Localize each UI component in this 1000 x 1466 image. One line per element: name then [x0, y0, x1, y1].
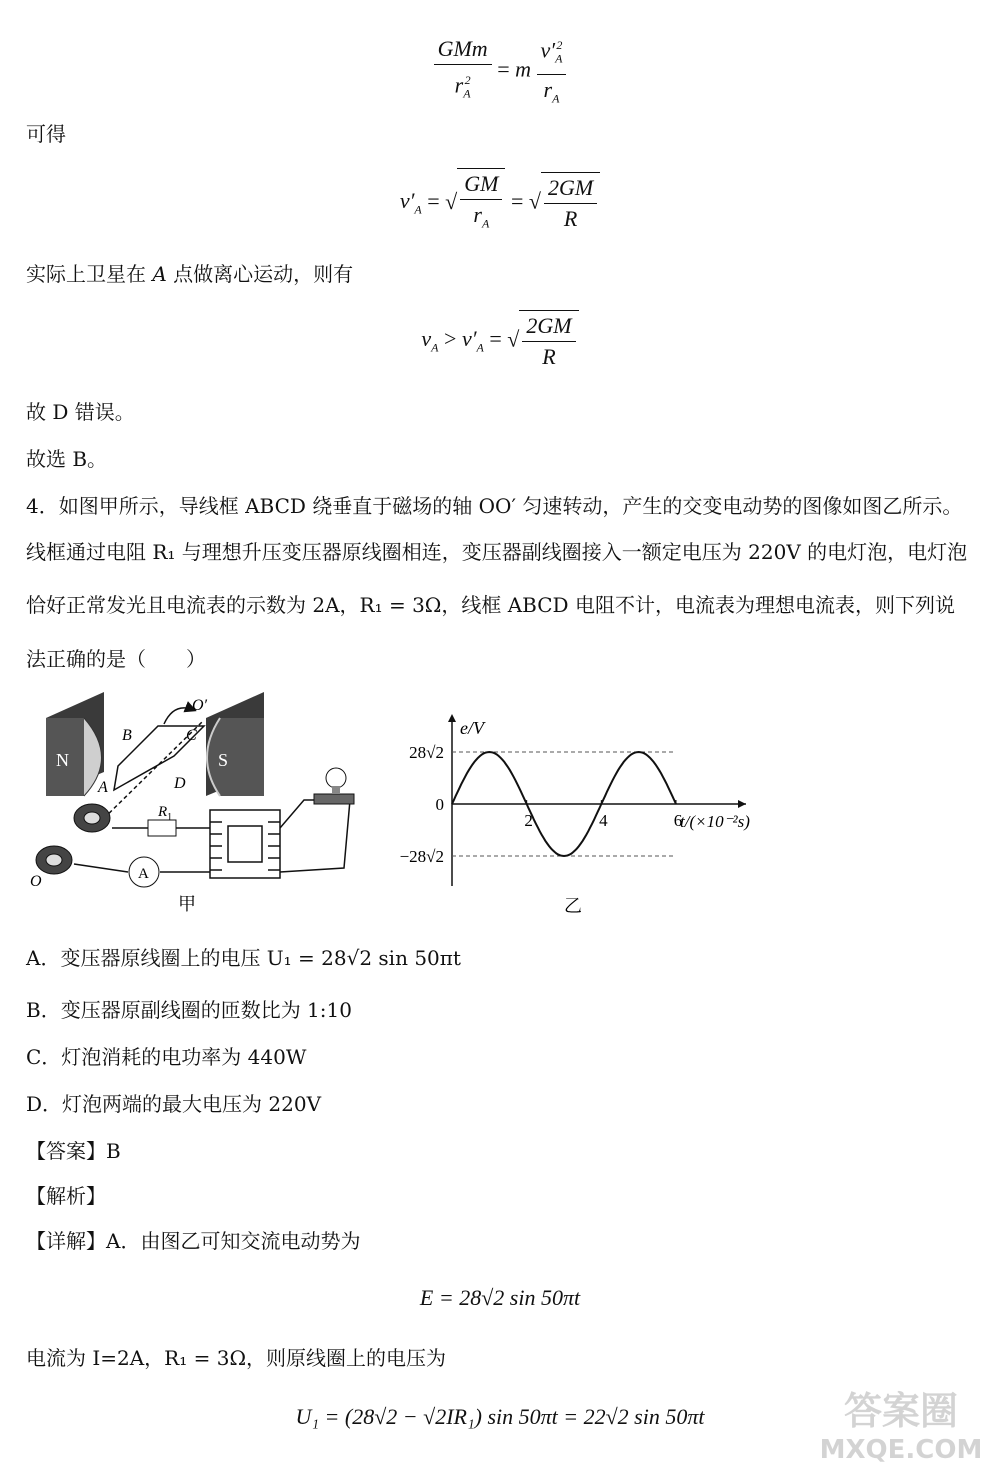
label-c: C	[186, 727, 197, 744]
label-o: O	[30, 873, 42, 890]
y-axis-label: e/V	[460, 718, 484, 738]
magnet-n	[46, 692, 104, 796]
watermark-line-1: 答案圈	[843, 1389, 958, 1433]
text-kede: 可得	[26, 122, 66, 146]
answer-label: 【答案】B	[26, 1139, 121, 1163]
transformer	[210, 810, 280, 878]
x-axis-label: t/(×10⁻²s)	[680, 812, 750, 831]
question-line-1: 4．如图甲所示，导线框 ABCD 绕垂直于磁场的轴 OO′ 匀速转动，产生的交变电动势的图像如图乙所示。	[26, 494, 963, 518]
label-s: S	[218, 750, 229, 770]
y-tick-label: 0	[435, 795, 444, 814]
question-line-4: 法正确的是（ ）	[26, 647, 206, 671]
equation-va: $v_A > v'_A$ = √ $\frac{2GM}{R}$	[0, 310, 1000, 372]
current-text: 电流为 I=2A，R₁ = 3Ω，则原线圈上的电压为	[26, 1346, 447, 1370]
detail-text: 【详解】A．由图乙可知交流电动势为	[26, 1229, 361, 1253]
equation-v-prime: $v'_A$ = √ $\frac{GM}{r_A}$ = √ $\frac{2GM}{R}$	[0, 168, 1000, 238]
caption-jia: 甲	[178, 894, 196, 914]
label-d: D	[174, 775, 186, 792]
wires	[74, 800, 350, 872]
slip-rings	[36, 804, 110, 874]
watermark	[816, 1380, 986, 1465]
magnet-s	[206, 692, 264, 796]
light-bulb	[314, 768, 354, 804]
figure-yi-chart	[380, 700, 780, 920]
x-tick-label: 2	[524, 811, 533, 830]
label-r1: $R_1$	[158, 804, 173, 823]
watermark-line-2: MXQE.COM	[819, 1435, 983, 1465]
question-line-2: 线框通过电阻 R₁ 与理想升压变压器原线圈相连，变压器副线圈接入一额定电压为 220V 的电灯泡，电灯泡	[26, 540, 968, 564]
text-d-wrong: 故 D 错误。	[26, 400, 135, 424]
y-tick-label: 28√2	[409, 743, 444, 762]
label-b: B	[122, 727, 132, 744]
x-tick-label: 4	[599, 811, 608, 830]
x-tick-label: 6	[673, 811, 683, 830]
equation-gravity: $\frac{\text{GMm}}{r_A^2}$ = m $\frac{v'_A^2}{r_A}$	[0, 30, 1000, 113]
equation-u1: U₁ = (28√2 − √2IR₁) sin 50πt = 22√2 sin 50πt	[295, 1404, 705, 1429]
x-axis-arrow	[738, 800, 746, 808]
y-tick-label: −28√2	[399, 847, 444, 866]
option-a: A．变压器原线圈上的电压 U₁ = 28√2 sin 50πt	[26, 946, 461, 970]
option-d: D．灯泡两端的最大电压为 220V	[26, 1092, 322, 1116]
caption-yi: 乙	[564, 896, 582, 916]
text-select-b: 故选 B。	[26, 447, 108, 471]
label-o-prime: O′	[192, 697, 208, 714]
label-ammeter: A	[138, 866, 149, 882]
coil-frame	[94, 708, 204, 828]
option-b: B．变压器原副线圈的匝数比为 1:10	[26, 998, 352, 1022]
label-a: A	[98, 779, 108, 796]
label-n: N	[56, 750, 69, 770]
analysis-label: 【解析】	[26, 1184, 106, 1208]
question-line-3: 恰好正常发光且电流表的示数为 2A，R₁ = 3Ω，线框 ABCD 电阻不计，电流表为理想电流表，则下列说	[26, 593, 955, 617]
figure-jia	[24, 688, 374, 918]
equation-e: E = 28√2 sin 50πt	[419, 1285, 581, 1310]
option-c: C．灯泡消耗的电功率为 440W	[26, 1045, 307, 1069]
y-axis-arrow	[448, 714, 456, 722]
text-actual: 实际上卫星在 A 点做离心运动，则有	[26, 262, 354, 286]
